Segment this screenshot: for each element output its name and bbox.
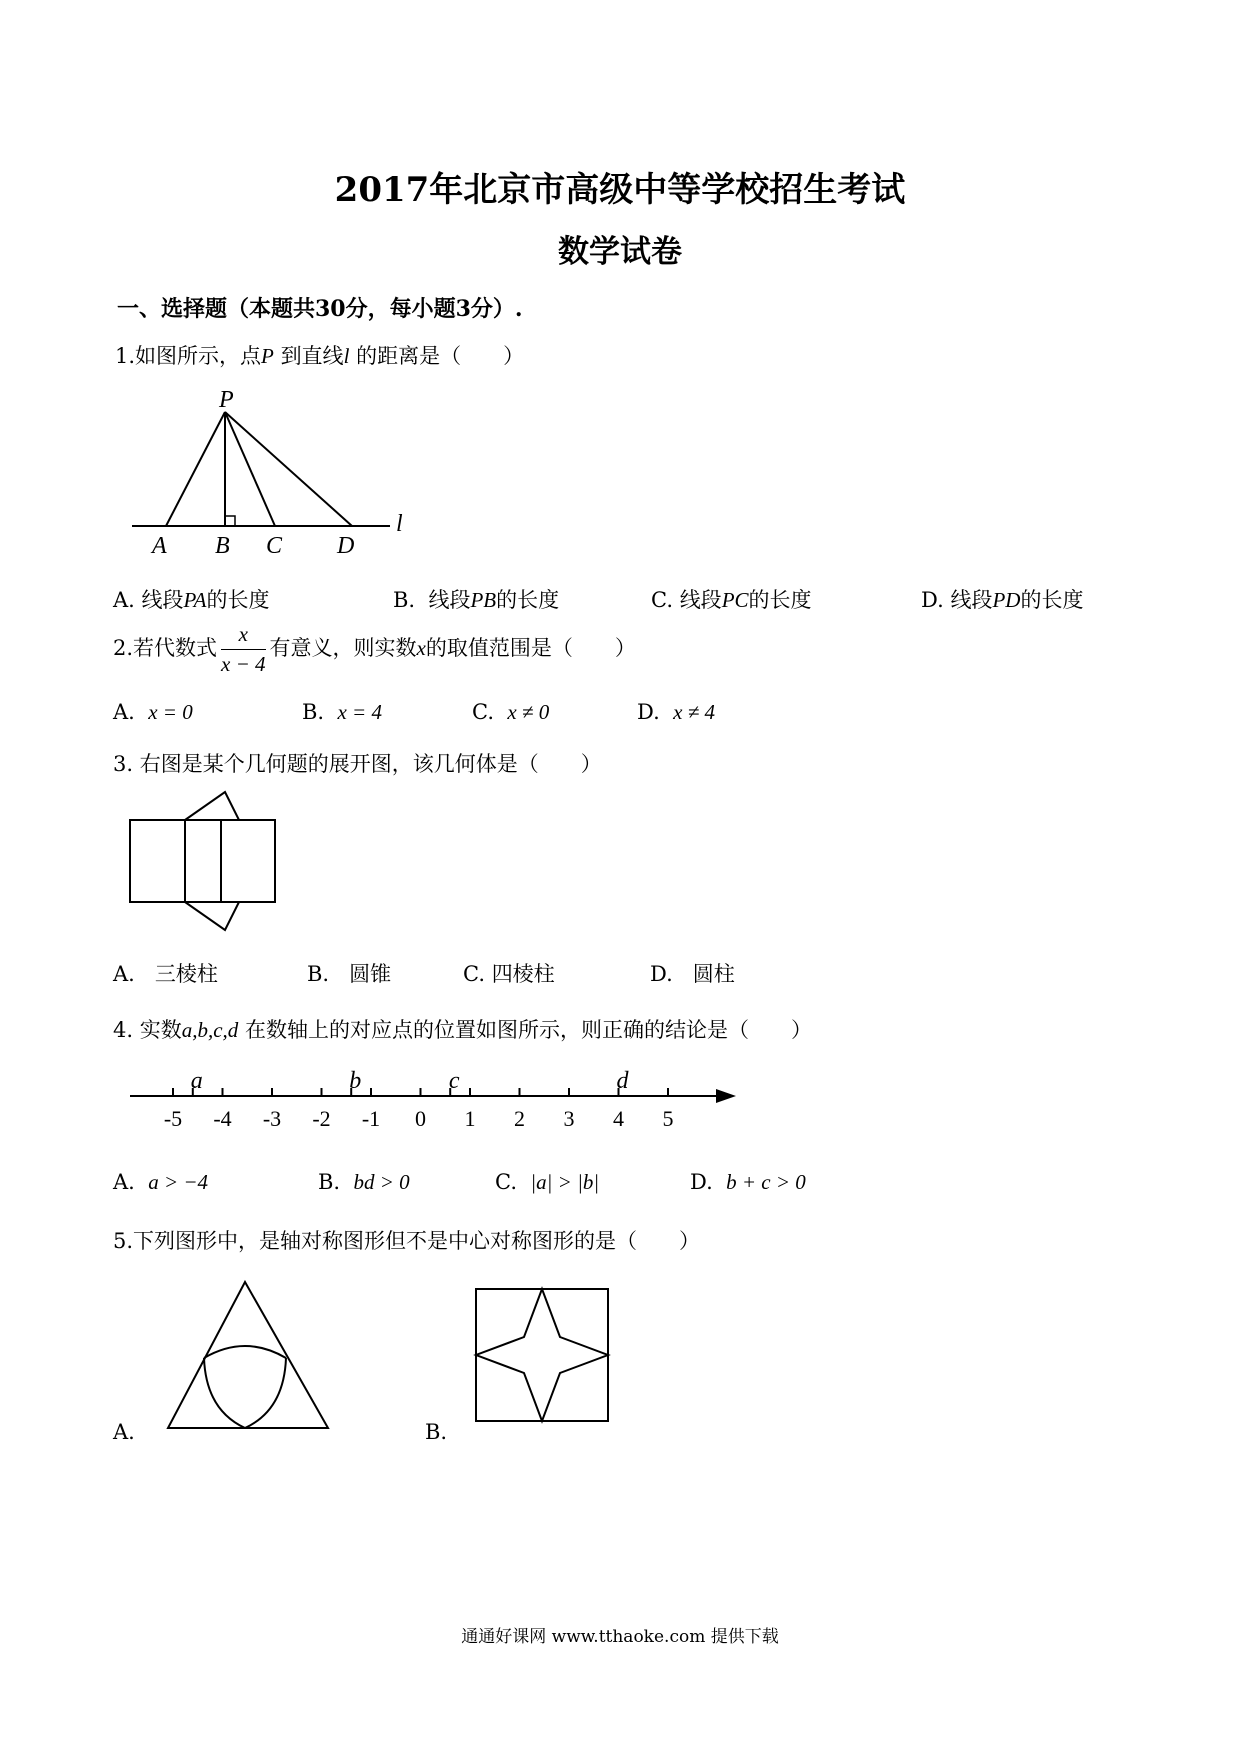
arc-top [204, 1346, 286, 1358]
exam-subtitle: 数学试卷 [558, 234, 682, 270]
number-line-point-label-b: b [349, 1068, 362, 1094]
section-heading: 一、选择题（本题共30分，每小题3分）. [117, 296, 523, 322]
q2-text-a: 2.若代数式 [113, 636, 218, 660]
q2-fraction [221, 622, 266, 677]
number-line-point-label-d: d [616, 1068, 629, 1094]
label-l: l [396, 511, 403, 537]
question-1-stem [115, 340, 524, 370]
q4-text-b: 在数轴上的对应点的位置如图所示，则正确的结论是（ ） [244, 1018, 812, 1042]
q4-option-c[interactable]: C. |a| > |b| [495, 1170, 600, 1194]
exam-title: 2017年北京市高级中等学校招生考试 [334, 170, 906, 210]
segment-pa [166, 412, 225, 526]
number-line-tick-label: 2 [514, 1106, 525, 1131]
q4-number-line [120, 1068, 740, 1138]
segment-pc [225, 412, 275, 526]
q2-var-x: x [416, 636, 426, 660]
question-3-stem: 3. 右图是某个几何题的展开图，该几何体是（ ） [113, 752, 602, 776]
q1-option-d[interactable]: D. 线段PD的长度 [921, 588, 1084, 612]
number-line-tick-label: 4 [613, 1106, 624, 1131]
number-line-tick-label: -3 [262, 1106, 282, 1131]
q1-text-a: 1.如图所示，点 [115, 344, 262, 368]
question-4-stem [113, 1014, 812, 1044]
label-a: A [152, 533, 167, 559]
net-top-triangle [185, 792, 239, 820]
q4-option-a[interactable]: A. a > −4 [113, 1170, 209, 1194]
question-2-stem [113, 622, 636, 677]
label-c: C [266, 533, 283, 559]
number-line-tick-label: -5 [163, 1106, 183, 1131]
q2-option-b[interactable]: B. x = 4 [302, 700, 382, 724]
number-line-tick-label: -2 [312, 1106, 331, 1131]
q4-text-a: 4. 实数 [113, 1018, 182, 1042]
number-line-tick-label: 5 [662, 1106, 674, 1131]
q1-text-c: 的距离是（ ） [356, 344, 525, 368]
number-line-tick-label: -4 [213, 1106, 232, 1131]
outer-square [476, 1289, 608, 1421]
number-line-tick-label: -1 [361, 1106, 381, 1131]
q5-option-a[interactable]: A. [113, 1420, 135, 1444]
q2-text-b: 有意义，则实数 [269, 636, 417, 660]
arc-left [204, 1358, 245, 1428]
q3-option-a[interactable]: A. 三棱柱 [113, 962, 218, 986]
q2-fraction-numerator: x [221, 622, 266, 650]
q5-triangle-figure [160, 1270, 340, 1435]
q3-option-c[interactable]: C. 四棱柱 [463, 962, 555, 986]
number-line-point-label-a: a [190, 1068, 203, 1094]
q4-option-d[interactable]: D. b + c > 0 [690, 1170, 806, 1194]
number-line-tick-label: 1 [464, 1106, 476, 1131]
number-line-point-label-c: c [448, 1068, 460, 1094]
q4-option-b[interactable]: B. bd > 0 [318, 1170, 410, 1194]
four-point-star [476, 1289, 608, 1421]
number-line-arrow [716, 1089, 736, 1103]
q1-var-l: l [343, 344, 350, 368]
q4-vars: a,b,c,d [181, 1018, 239, 1042]
q1-figure [120, 385, 420, 560]
right-angle-mark [225, 516, 235, 526]
net-bottom-triangle [185, 902, 239, 930]
q1-var-p: P [261, 344, 274, 368]
question-5-stem: 5.下列图形中，是轴对称图形但不是中心对称图形的是（ ） [113, 1229, 701, 1253]
label-p: P [219, 387, 234, 413]
q1-option-c[interactable]: C. 线段PC的长度 [651, 588, 812, 612]
footer-source: 通通好课网 www.tthaoke.com 提供下载 [461, 1627, 779, 1647]
q1-option-b[interactable]: B. 线段PB的长度 [393, 588, 560, 612]
q2-text-c: 的取值范围是（ ） [425, 636, 636, 660]
segment-pd [225, 412, 352, 526]
q3-option-b[interactable]: B. 圆锥 [307, 962, 392, 986]
q2-option-d[interactable]: D. x ≠ 4 [637, 700, 715, 724]
q2-fraction-denominator: x − 4 [221, 652, 266, 676]
label-b: B [215, 533, 230, 559]
q1-option-a[interactable]: A. 线段PA的长度 [113, 588, 270, 612]
q2-option-a[interactable]: A. x = 0 [113, 700, 193, 724]
net-rectangles [130, 820, 275, 902]
number-line-tick-label: 3 [563, 1106, 575, 1131]
number-line-tick-label: 0 [415, 1106, 426, 1131]
q3-option-d[interactable]: D. 圆柱 [650, 962, 735, 986]
q1-text-b: 到直线 [280, 344, 344, 368]
q3-prism-net-figure [125, 790, 285, 940]
q5-square-star-figure [470, 1283, 620, 1433]
q2-option-c[interactable]: C. x ≠ 0 [472, 700, 550, 724]
outer-triangle [168, 1282, 328, 1428]
label-d: D [337, 533, 355, 559]
arc-right [245, 1358, 286, 1428]
q5-option-b[interactable]: B. [425, 1420, 448, 1444]
